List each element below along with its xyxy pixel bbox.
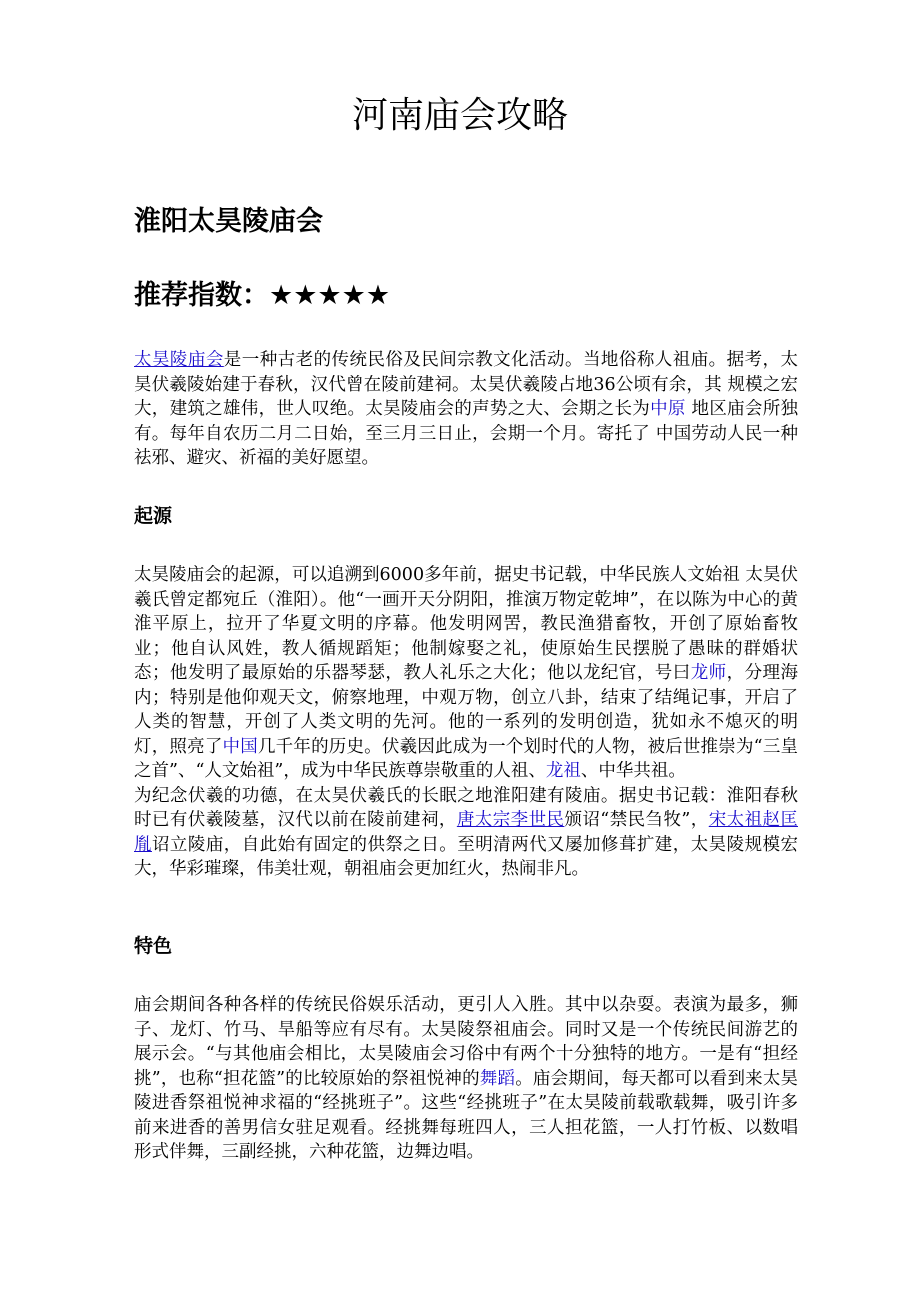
origin-text-3: 几千年的历史。伏羲因此成为一个划时代的人物，被后世推崇为“三皇之首”、“人文始祖”，成为中华民族尊崇敬重的人祖、 xyxy=(134,736,799,781)
features-heading: 特色 xyxy=(134,935,173,957)
rating-heading xyxy=(134,276,390,316)
link-zhongyuan[interactable]: 中原 xyxy=(650,399,686,419)
origin-paragraph-1 xyxy=(134,563,798,882)
link-taihao-temple-fair[interactable]: 太昊陵庙会 xyxy=(134,350,224,370)
origin-text-4: 、中华共祖。 xyxy=(580,761,686,781)
intro-text-2: 地区庙会所独有。每年自农历二月二日始，至三月三日止，会期一个月。寄托了 中国劳动人民一种祛邪、避灾、祈福的美好愿望。 xyxy=(134,399,799,468)
rating-label: 推荐指数： xyxy=(134,280,269,311)
origin-text-5: 为纪念伏羲的功德，在太昊伏羲氏的长眠之地淮阳建有陵庙。据史书记载：淮阳春秋时已有伏羲陵墓，汉代以前在陵前建祠， xyxy=(134,785,798,830)
link-zhongguo[interactable]: 中国 xyxy=(222,736,258,757)
features-paragraph xyxy=(134,993,798,1165)
origin-text-1: 太昊陵庙会的起源，可以追溯到6000多年前，据史书记载，中华民族人文始祖 太昊伏羲氏曾定都宛丘（淮阳）。他“一画开天分阴阳，推演万物定乾坤”，在以陈为中心的黄淮平原上，拉开了华夏文明的序幕。他发明网罟，教民渔猎畜牧，开创了原始畜牧业；他自认风姓，教人循规蹈矩；他制嫁娶之礼，使原始生民摆脱了愚昧的群婚状态；他发明了最原始的乐器琴瑟，教人礼乐之大化；他以龙纪官，号曰 xyxy=(134,565,798,683)
features-text-2: 。庙会期间，每天都可以看到来太昊陵进香祭祖悦神求福的“经挑班子”。这些“经挑班子”在太昊陵前载歌载舞，吸引许多前来进香的善男信女驻足观看。经挑舞每班四人，三人担花篮，一人打竹板、以数唱形式伴舞，三副经挑，六种花篮，边舞边唱。 xyxy=(134,1068,799,1162)
link-longzu[interactable]: 龙祖 xyxy=(545,761,581,781)
link-longshi[interactable]: 龙师 xyxy=(690,663,727,683)
page-title: 河南庙会攻略 xyxy=(351,95,568,136)
intro-text-1: 是一种古老的传统民俗及民间宗教文化活动。当地俗称人祖庙。据考，太昊伏羲陵始建于春秋，汉代曾在陵前建祠。太昊伏羲陵占地36公顷有余，其 规模之宏大，建筑之雄伟，世人叹绝。太昊陵庙会的声势之大、会期之长为 xyxy=(134,350,799,419)
origin-text-2: ，分理海内；特别是他仰观天文，俯察地理，中观万物，创立八卦，结束了结绳记事，开启了人类的智慧，开创了人类文明的先河。他的一系列的发明创造，犹如永不熄灭的明灯，照亮了 xyxy=(134,663,799,757)
origin-text-7: 诏立陵庙，自此始有固定的供祭之日。至明清两代又屡加修葺扩建，太昊陵规模宏大，华彩璀璨，伟美壮观，朝祖庙会更加红火，热闹非凡。 xyxy=(134,834,799,879)
origin-text-6: 颁诏“禁民刍牧”， xyxy=(564,810,709,830)
link-wudao[interactable]: 舞蹈 xyxy=(479,1068,516,1089)
rating-stars: ★★★★★ xyxy=(269,280,391,311)
origin-heading: 起源 xyxy=(134,505,173,527)
features-text-1: 庙会期间各种各样的传统民俗娱乐活动，更引人入胜。其中以杂耍。表演为最多，狮子、龙灯、竹马、旱船等应有尽有。太昊陵祭祖庙会。同时又是一个传统民间游艺的展示会。“与其他庙会相比，太昊陵庙会习俗中有两个十分独特的地方。一是有“担经挑”，也称“担花篮”的比较原始的祭祖悦神的 xyxy=(134,995,798,1089)
link-tang-taizong[interactable]: 唐太宗李世民 xyxy=(456,810,565,830)
intro-paragraph xyxy=(134,348,798,471)
section-title: 淮阳太昊陵庙会 xyxy=(134,206,323,237)
link-song-taizu[interactable]: 宋太祖赵匡胤 xyxy=(134,810,798,855)
